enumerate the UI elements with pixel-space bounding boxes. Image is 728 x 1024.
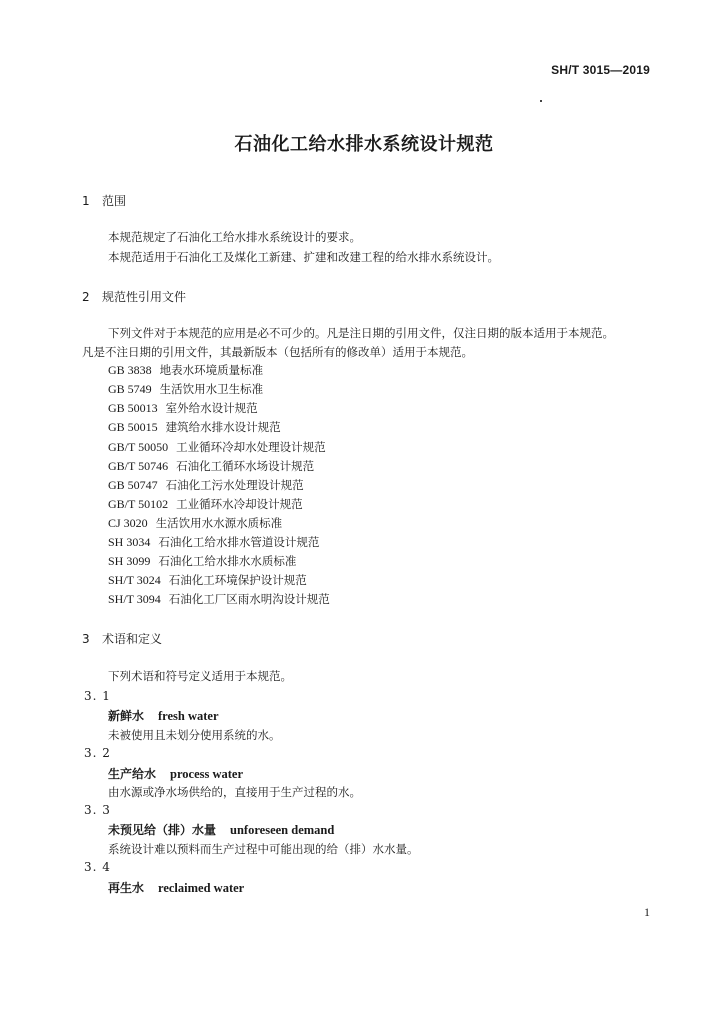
reference-item	[108, 400, 258, 416]
reference-name: 室外给水设计规范	[165, 401, 258, 415]
reference-name: 石油化工环境保护设计规范	[168, 573, 307, 587]
reference-name: 工业循环水冷却设计规范	[176, 497, 303, 511]
reference-item	[108, 515, 282, 531]
reference-name: 建筑给水排水设计规范	[165, 420, 281, 434]
reference-item	[108, 439, 326, 455]
reference-code: SH 3034	[108, 535, 151, 549]
section-heading-normative	[82, 288, 186, 305]
reference-code: GB/T 50102	[108, 497, 169, 511]
reference-name: 石油化工污水处理设计规范	[165, 478, 304, 492]
reference-item	[108, 381, 263, 397]
section-heading-terms	[82, 630, 162, 647]
reference-code: GB 5749	[108, 382, 152, 396]
term-zh: 未预见给（排）水量	[108, 823, 217, 837]
section-title: 规范性引用文件	[102, 290, 187, 304]
term-title	[108, 879, 244, 896]
reference-name: 生活饮用水水源水质标准	[155, 516, 283, 530]
reference-code: GB 3838	[108, 363, 152, 377]
standard-code: SH/T 3015—2019	[551, 63, 650, 77]
reference-code: SH 3099	[108, 554, 151, 568]
term-definition: 由水源或净水场供给的，直接用于生产过程的水。	[108, 785, 361, 799]
reference-code: SH/T 3024	[108, 573, 161, 587]
scope-paragraph-1: 本规范规定了石油化工给水排水系统设计的要求。	[108, 230, 361, 244]
normative-intro-line-2: 凡是不注日期的引用文件，其最新版本（包括所有的修改单）适用于本规范。	[82, 345, 473, 359]
term-title	[108, 765, 243, 782]
term-en: process water	[170, 767, 244, 781]
reference-item	[108, 496, 303, 512]
term-number: 3. 3	[84, 803, 111, 817]
page-number: 1	[644, 905, 650, 919]
document-title: 石油化工给水排水系统设计规范	[234, 134, 494, 155]
reference-name: 石油化工循环水场设计规范	[176, 459, 315, 473]
section-title: 术语和定义	[102, 632, 163, 646]
reference-code: GB 50013	[108, 401, 158, 415]
reference-name: 石油化工给水排水管道设计规范	[158, 535, 320, 549]
reference-item	[108, 534, 319, 550]
reference-code: GB 50015	[108, 420, 158, 434]
reference-name: 地表水环境质量标准	[159, 363, 264, 377]
reference-item	[108, 553, 296, 569]
section-heading-scope	[82, 192, 126, 209]
reference-item	[108, 362, 263, 378]
term-definition: 系统设计难以预料而生产过程中可能出现的给（排）水水量。	[108, 842, 419, 856]
scan-speck	[540, 100, 542, 102]
term-zh: 生产给水	[108, 767, 157, 781]
term-number: 3. 1	[84, 689, 111, 703]
reference-code: GB/T 50050	[108, 440, 169, 454]
normative-intro-line-1: 下列文件对于本规范的应用是必不可少的。凡是注日期的引用文件，仅注日期的版本适用于本规范。	[108, 326, 614, 340]
section-title: 范围	[102, 194, 127, 208]
reference-item	[108, 591, 330, 607]
section-number: 2	[82, 290, 90, 304]
term-en: unforeseen demand	[230, 823, 335, 837]
reference-code: GB/T 50746	[108, 459, 169, 473]
term-title	[108, 707, 219, 724]
scope-paragraph-2: 本规范适用于石油化工及煤化工新建、扩建和改建工程的给水排水系统设计。	[108, 250, 499, 264]
reference-code: GB 50747	[108, 478, 158, 492]
term-number: 3. 2	[84, 746, 111, 760]
terms-intro: 下列术语和符号定义适用于本规范。	[108, 669, 292, 683]
reference-code: SH/T 3094	[108, 592, 161, 606]
reference-item	[108, 458, 314, 474]
term-number: 3. 4	[84, 860, 111, 874]
term-en: fresh water	[158, 709, 219, 723]
section-number: 1	[82, 194, 90, 208]
term-title	[108, 821, 334, 838]
reference-name: 石油化工厂区雨水明沟设计规范	[168, 592, 330, 606]
reference-name: 生活饮用水卫生标准	[159, 382, 264, 396]
reference-name: 工业循环冷却水处理设计规范	[176, 440, 326, 454]
reference-code: CJ 3020	[108, 516, 148, 530]
section-number: 3	[82, 632, 90, 646]
reference-item	[108, 419, 281, 435]
term-definition: 未被使用且未划分使用系统的水。	[108, 728, 281, 742]
reference-item	[108, 572, 307, 588]
term-zh: 再生水	[108, 881, 145, 895]
reference-item	[108, 477, 304, 493]
reference-name: 石油化工给水排水水质标准	[158, 554, 297, 568]
term-en: reclaimed water	[158, 881, 245, 895]
term-zh: 新鲜水	[108, 709, 145, 723]
